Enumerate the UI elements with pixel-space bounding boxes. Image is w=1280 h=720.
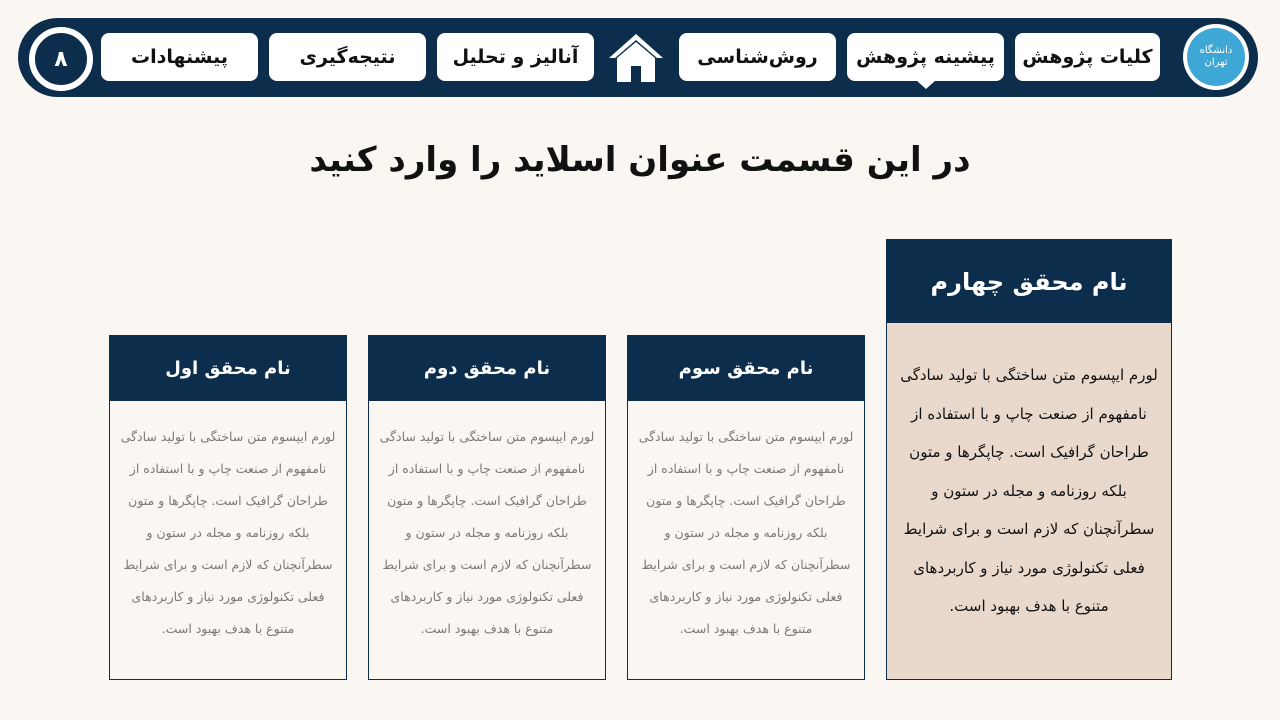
researcher-card-4 [886,239,1172,680]
home-button[interactable] [607,31,665,85]
card-text: لورم ایپسوم متن ساختگی با تولید سادگی نامفهوم از صنعت چاپ و با استفاده از طراحان گرافیک است. چاپگرها و متون بلکه روزنامه و مجله در ستون و سطرآنچنان که لازم است و برای شرایط فعلی تکنولوژی مورد نیاز و کاربردهای متنوع با هدف بهبود است. [379,429,595,636]
card-title: نام محقق دوم [423,358,551,379]
page-number: ۸ [54,46,68,72]
logo-emblem [1187,28,1245,86]
nav-tab-analysis[interactable] [437,33,594,81]
researcher-card-1 [109,335,347,680]
university-logo [1183,24,1249,90]
nav-tab-suggestions[interactable] [101,33,258,81]
researcher-card-3 [627,335,865,680]
card-title: نام محقق سوم [678,358,814,379]
nav-tab-label: کلیات پژوهش [1022,46,1153,68]
card-text: لورم ایپسوم متن ساختگی با تولید سادگی نامفهوم از صنعت چاپ و با استفاده از طراحان گرافیک است. چاپگرها و متون بلکه روزنامه و مجله در ستون و سطرآنچنان که لازم است و برای شرایط فعلی تکنولوژی مورد نیاز و کاربردهای متنوع با هدف بهبود است. [900,366,1158,615]
researcher-card-2 [368,335,606,680]
logo-text: دانشگاه تهران [1199,45,1233,68]
nav-tab-label: روش‌شناسی [697,46,818,68]
nav-tab-overview[interactable] [1015,33,1160,81]
nav-tab-literature[interactable] [847,33,1004,81]
card-header [369,336,605,401]
nav-tab-label: نتیجه‌گیری [299,46,396,68]
card-header [887,240,1171,323]
nav-tab-label: پیشنهادات [131,46,229,68]
nav-tab-methodology[interactable] [679,33,836,81]
top-navigation-bar [18,18,1258,97]
nav-tab-conclusion[interactable] [269,33,426,81]
card-text: لورم ایپسوم متن ساختگی با تولید سادگی نامفهوم از صنعت چاپ و با استفاده از طراحان گرافیک است. چاپگرها و متون بلکه روزنامه و مجله در ستون و سطرآنچنان که لازم است و برای شرایط فعلی تکنولوژی مورد نیاز و کاربردهای متنوع با هدف بهبود است. [638,429,854,636]
nav-tab-label: پیشینه پژوهش [856,46,995,68]
card-title: نام محقق چهارم [930,267,1128,296]
card-text: لورم ایپسوم متن ساختگی با تولید سادگی نامفهوم از صنعت چاپ و با استفاده از طراحان گرافیک است. چاپگرها و متون بلکه روزنامه و مجله در ستون و سطرآنچنان که لازم است و برای شرایط فعلی تکنولوژی مورد نیاز و کاربردهای متنوع با هدف بهبود است. [120,429,336,636]
page-number-badge [29,27,93,91]
nav-tab-label: آنالیز و تحلیل [452,46,579,68]
home-icon [607,31,665,85]
slide-title: در این قسمت عنوان اسلاید را وارد کنید [309,140,971,180]
card-title: نام محقق اول [165,358,291,379]
card-header [110,336,346,401]
card-header [628,336,864,401]
